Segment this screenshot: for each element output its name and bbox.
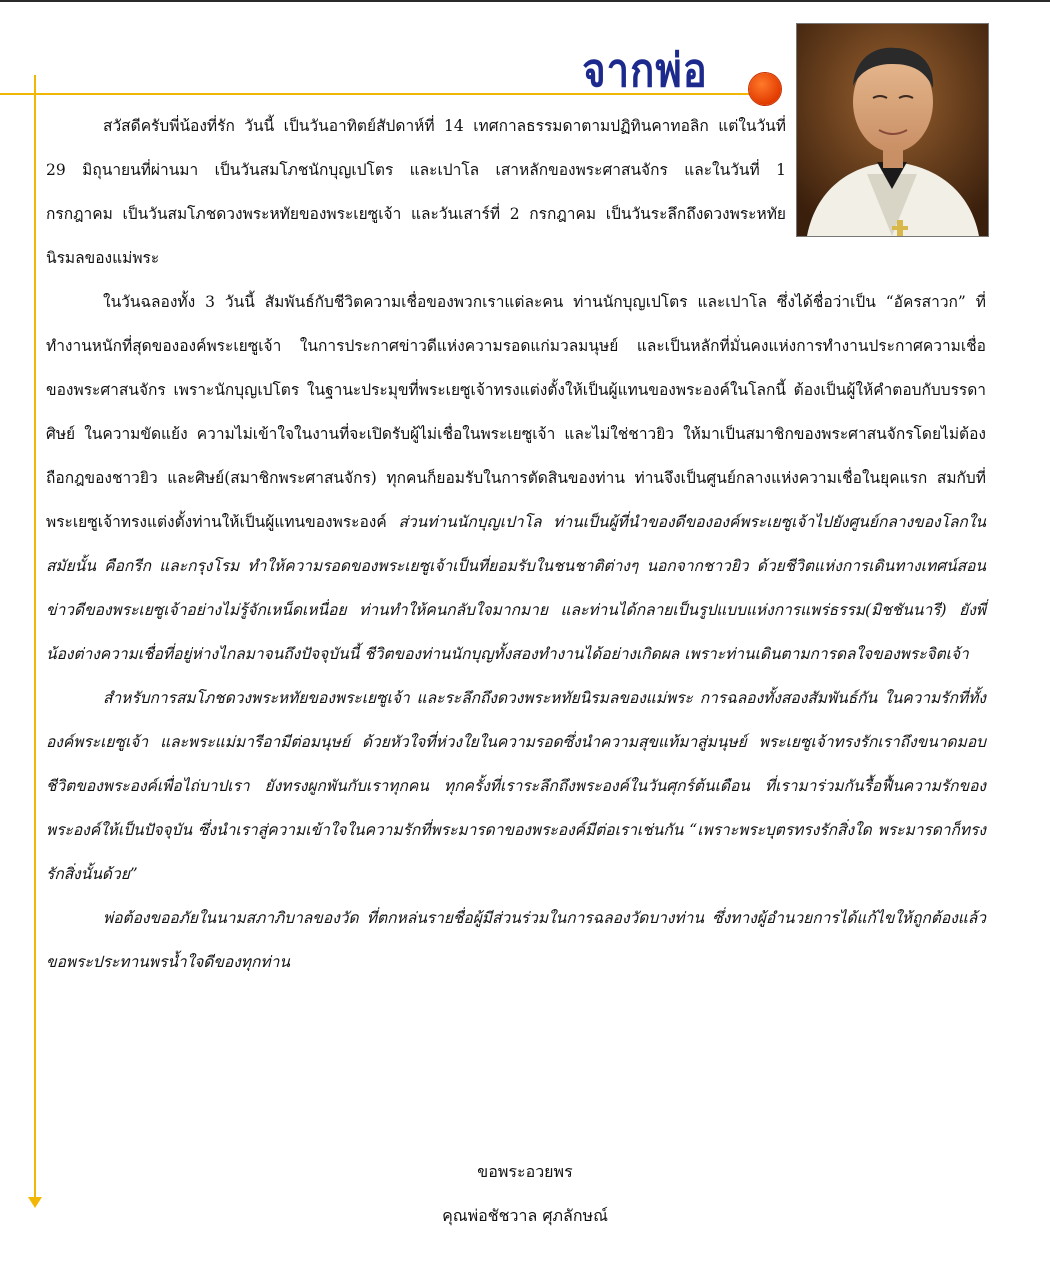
page-title: จากพ่อ [582, 44, 708, 98]
top-border-line [0, 0, 1050, 2]
orange-circle-ornament [749, 73, 781, 105]
left-vertical-rule [34, 75, 36, 1200]
letter-paragraph [46, 280, 986, 676]
letter-paragraph: พ่อต้องขออภัยในนามสภาภิบาลของวัด ที่ตกหล่นรายชื่อผู้มีส่วนร่วมในการฉลองวัดบางท่าน ซึ่งทางผู้อำนวยการได้แก้ไขให้ถูกต้องแล้ว ขอพระประทานพรน้ำใจดีของทุกท่าน [46, 909, 986, 971]
letter-body [46, 104, 986, 984]
blessing-line: ขอพระอวยพร [477, 1162, 573, 1181]
signature: คุณพ่อชัชวาล ศุภลักษณ์ [442, 1206, 608, 1225]
letter-paragraph-italic-text: ส่วนท่านนักบุญเปาโล ท่านเป็นผู้ที่นำของดีขององค์พระเยซูเจ้าไปยังศูนย์กลางของโลกในสมัยนั้น คือกรีก และกรุงโรม ทำให้ความรอดของพระเยซูเจ้าเป็นที่ยอมรับในชนชาติต่างๆ นอกจากชาวยิว ด้วยชีวิตแห่งการเดินทางเทศน์สอนข่าวดีของพระเยซูเจ้าอย่างไม่รู้จักเหน็ดเหนื่อย ท่านทำให้คนกลับใจมากมาย และท่านได้กลายเป็นรูปแบบแห่งการแพร่ธรรม(มิชชันนารี) ยังพี่น้องต่างความเชื่อที่อยู่ห่างไกลมาจนถึงปัจจุบันนี้ ชีวิตของท่านนักบุญทั้งสองทำงานได้อย่างเกิดผล เพราะท่านเดินตามการดลใจของพระจิตเจ้า [46, 513, 986, 663]
letter-paragraph: สำหรับการสมโภชดวงพระหทัยของพระเยซูเจ้า และระลึกถึงดวงพระหทัยนิรมลของแม่พระ การฉลองทั้งสองสัมพันธ์กัน ในความรักที่ทั้งองค์พระเยซูเจ้า และพระแม่มารีอามีต่อมนุษย์ ด้วยหัวใจที่ห่วงใยในความรอดซึ่งนำความสุขแท้มาสู่มนุษย์ พระเยซูเจ้าทรงรักเราถึงขนาดมอบชีวิตของพระองค์เพื่อไถ่บาปเรา ยังทรงผูกพันกับเราทุกคน ทุกครั้งที่เราระลึกถึงพระองค์ในวันศุกร์ต้นเดือน ที่เรามาร่วมกันรื้อฟื้นความรักของพระองค์ให้เป็นปัจจุบัน ซึ่งนำเราสู่ความเข้าใจในความรักที่พระมารดาของพระองค์มีต่อเราเช่นกัน “เพราะพระบุตรทรงรักสิ่งใด พระมารดาก็ทรงรักสิ่งนั้นด้วย” [46, 689, 986, 883]
letter-paragraph: สวัสดีครับพี่น้องที่รัก วันนี้ เป็นวันอาทิตย์สัปดาห์ที่ 14 เทศกาลธรรมดาตามปฏิทินคาทอลิก แต่ในวันที่ 29 มิถุนายนที่ผ่านมา เป็นวันสมโภชนักบุญเปโตร และเปาโล เสาหลักของพระศาสนจักร และในวันที่ 1 กรกฎาคม เป็นวันสมโภชดวงพระหทัยของพระเยซูเจ้า และวันเสาร์ที่ 2 กรกฎาคม เป็นวันระลึกถึงดวงพระหทัยนิรมลของแม่พระ [46, 117, 786, 267]
letter-paragraph-text: ในวันฉลองทั้ง 3 วันนี้ สัมพันธ์กับชีวิตความเชื่อของพวกเราแต่ละคน ท่านนักบุญเปโตร และเปาโล ซึ่งได้ชื่อว่าเป็น “อัครสาวก” ที่ทำงานหนักที่สุดขององค์พระเยซูเจ้า ในการประกาศข่าวดีแห่งความรอดแก่มวลมนุษย์ และเป็นหลักที่มั่นคงแห่งการทำงานประกาศความเชื่อของพระศาสนจักร เพราะนักบุญเปโตร ในฐานะประมุขที่พระเยซูเจ้าทรงแต่งตั้งให้เป็นผู้แทนของพระองค์ในโลกนี้ ต้องเป็นผู้ให้คำตอบกับบรรดาศิษย์ ในความขัดแย้ง ความไม่เข้าใจในงานที่จะเปิดรับผู้ไม่เชื่อในพระเยซูเจ้า และไม่ใช่ชาวยิว ให้มาเป็นสมาชิกของพระศาสนจักรโดยไม่ต้องถือกฎของชาวยิว และศิษย์(สมาชิกพระศาสนจักร) ทุกคนก็ยอมรับในการตัดสินของท่าน ท่านจึงเป็นศูนย์กลางแห่งความเชื่อในยุคแรก สมกับที่พระเยซูเจ้าทรงแต่งตั้งท่านให้เป็นผู้แทนของพระองค์ [46, 293, 986, 531]
